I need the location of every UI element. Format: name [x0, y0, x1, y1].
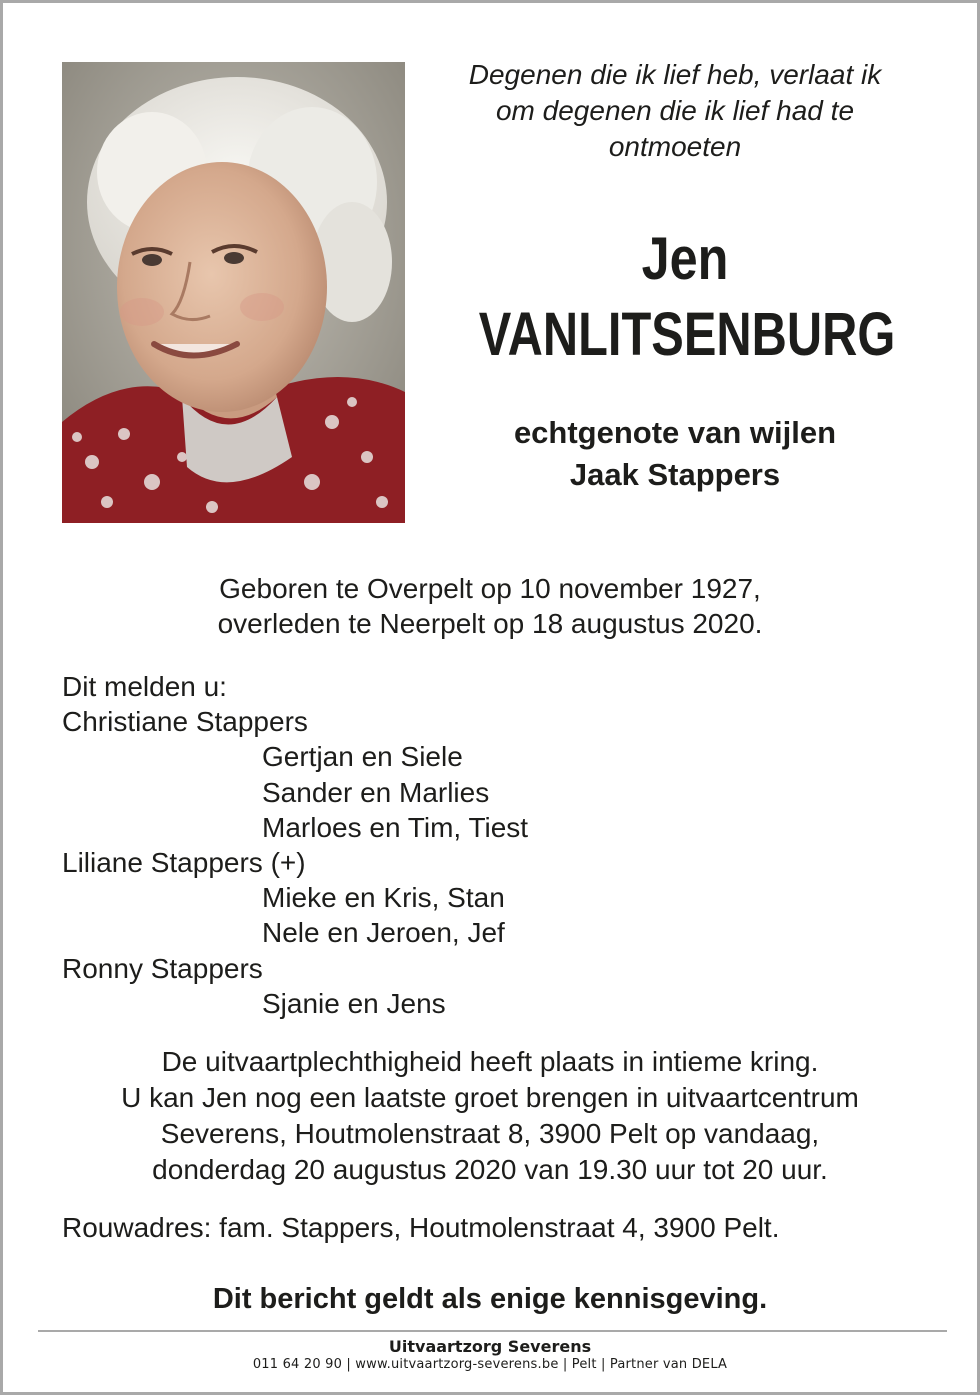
family-member: Mieke en Kris, Stan	[262, 882, 505, 914]
quote-line: Degenen die ik lief heb, verlaat ik	[468, 59, 882, 90]
quote-line: om degenen die ik lief had te	[495, 95, 855, 126]
quote-line: ontmoeten	[608, 131, 742, 162]
family-member: Ronny Stappers	[62, 952, 263, 984]
ceremony-line: De uitvaartplechthigheid heeft plaats in intieme kring.	[161, 1046, 819, 1077]
spouse-block	[433, 412, 917, 496]
family-member: Christiane Stappers	[62, 706, 308, 738]
footer-contact-info: 011 64 20 90 | www.uitvaartzorg-severens.be | Pelt | Partner van DELA	[252, 1357, 728, 1372]
family-member: Liliane Stappers (+)	[62, 847, 306, 879]
footer-company: Uitvaartzorg Severens	[388, 1337, 592, 1356]
family-member: Sjanie en Jens	[262, 987, 446, 1019]
ceremony-info	[43, 1044, 937, 1188]
spouse-name: Jaak Stappers	[569, 457, 781, 492]
ceremony-line: U kan Jen nog een laatste groet brengen in uitvaartcentrum	[121, 1082, 859, 1113]
birth-line: Geboren te Overpelt op 10 november 1927,	[219, 573, 761, 604]
portrait-illustration	[62, 62, 405, 523]
family-intro: Dit melden u:	[62, 671, 227, 702]
footer-divider	[38, 1330, 947, 1332]
life-dates	[3, 571, 977, 641]
family-member: Sander en Marlies	[262, 776, 490, 808]
portrait-photo	[62, 62, 405, 523]
relation-text: echtgenote van wijlen	[513, 415, 837, 450]
quote	[433, 57, 917, 165]
deceased-first-name: Jen	[641, 225, 729, 292]
ceremony-line: Severens, Houtmolenstraat 8, 3900 Pelt op vandaag,	[160, 1118, 820, 1149]
deceased-last-name: VANLITSENBURG	[478, 300, 896, 368]
notice-statement: Dit bericht geldt als enige kennisgeving.	[212, 1283, 768, 1315]
family-member: Nele en Jeroen, Jef	[262, 917, 505, 949]
mourning-address: Rouwadres: fam. Stappers, Houtmolenstraat 4, 3900 Pelt.	[62, 1212, 780, 1243]
family-member: Gertjan en Siele	[262, 741, 463, 773]
family-member: Marloes en Tim, Tiest	[262, 811, 529, 843]
ceremony-line: donderdag 20 augustus 2020 van 19.30 uur tot 20 uur.	[152, 1154, 828, 1185]
family-list	[62, 669, 922, 1021]
death-line: overleden te Neerpelt op 18 augustus 2020.	[217, 608, 763, 639]
